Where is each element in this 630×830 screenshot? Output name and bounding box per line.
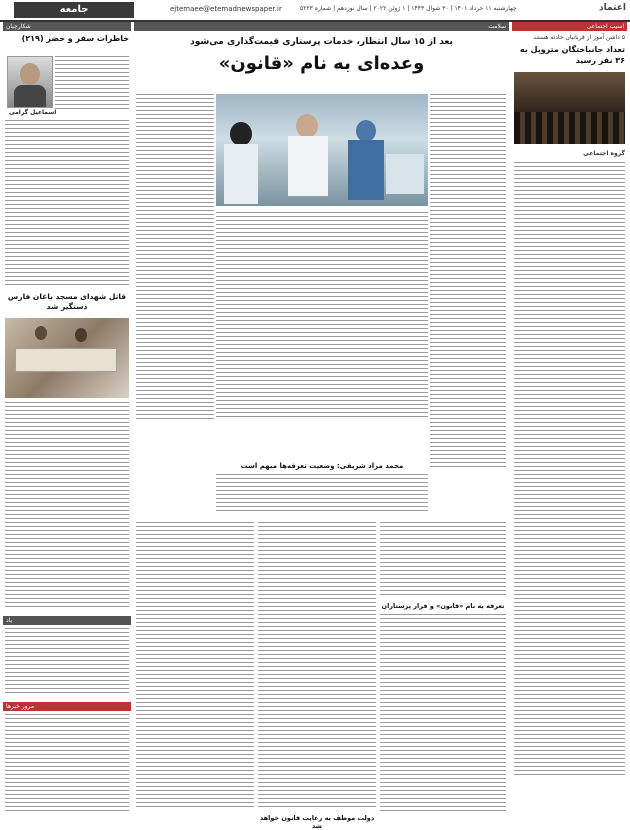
author-name: اسماعیل گرامی	[9, 109, 57, 116]
sub-headline: محمد مراد شریفی: وضعیت تعرفه‌ها مبهم است	[240, 462, 404, 470]
kicker: بعد از ۱۵ سال انتظار، خدمات پرستاری قیمت‌گذاری می‌شود	[190, 37, 453, 47]
section-label	[14, 2, 134, 18]
email-address[interactable]: ejtemaee@etemadnewspaper.ir	[170, 5, 282, 13]
main-tag: سلامت	[134, 22, 509, 31]
article-text	[430, 94, 506, 474]
right-title: تعداد جانباختگان متروپل به ۳۶ نفر رسید	[519, 45, 625, 65]
page-header	[0, 0, 630, 22]
left-news-tag: مرور خبرها	[3, 702, 131, 711]
date-line: چهارشنبه ۱۱ خرداد ۱۴۰۱ | ۳۰ شوال ۱۴۴۳ | ۱ ژوئن ۲۰۲۲ | سال نوزدهم | شماره ۵۲۲۳	[300, 5, 517, 12]
author-photo	[7, 56, 53, 108]
article-text	[216, 474, 428, 514]
column-title: خاطرات سفر و حضر (۲۱۹)	[21, 34, 129, 43]
page-number: 5	[2, 2, 10, 15]
protest-photo	[5, 318, 129, 398]
crowd-photo	[514, 72, 625, 144]
article-text	[258, 522, 376, 812]
article-text	[216, 212, 428, 422]
section-name: جامعه	[59, 4, 89, 15]
article-text	[5, 628, 129, 698]
sub-headline-2: تعرفه به نام «قانون» و فرار پرستاران	[381, 602, 505, 610]
article-text	[380, 614, 506, 814]
article-text	[380, 522, 506, 598]
left-tag: شکارچیان	[3, 22, 131, 31]
article-text	[55, 56, 129, 116]
left-column	[3, 22, 131, 817]
article-text	[136, 522, 254, 812]
right-kicker: ۵ داشن آموز از قربانیان حادثه هستند	[533, 34, 625, 41]
sub-headline-3: دولت موظف به رعایت قانون خواهد شد	[259, 814, 375, 830]
main-story	[134, 22, 509, 830]
article-text	[5, 714, 129, 814]
article-text	[136, 94, 214, 424]
article-text	[5, 120, 129, 290]
hospital-photo	[216, 94, 428, 206]
newspaper-logo: اعتماد	[599, 3, 626, 13]
right-section-2: گروه اجتماعی	[583, 150, 625, 157]
right-tag: اسیب اجتماعی	[512, 22, 627, 31]
article-text	[514, 162, 625, 812]
article-text	[5, 402, 129, 612]
story-title: قاتل شهدای مسجد باغان فارس دستگیر شد	[7, 292, 127, 311]
headline: وعده‌ای به نام «قانون»	[218, 53, 425, 74]
left-bottom-tag: یاد	[3, 616, 131, 625]
right-column	[512, 22, 627, 817]
